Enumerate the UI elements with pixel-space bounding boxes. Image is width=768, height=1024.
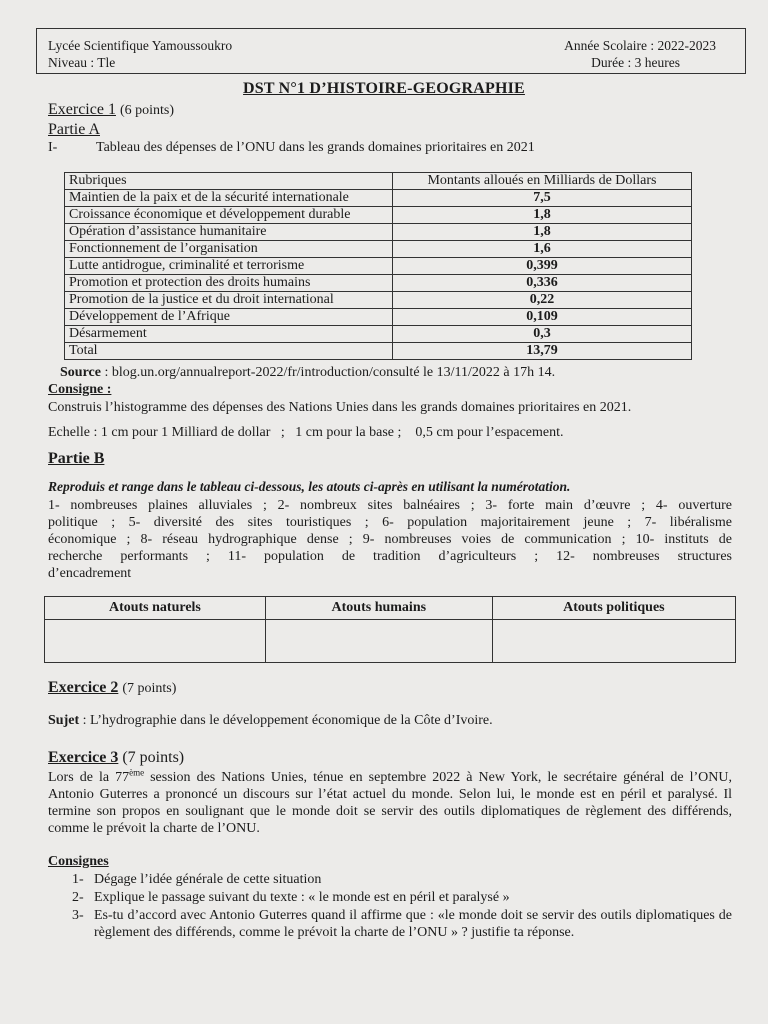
- row-value: 0,3: [393, 326, 692, 343]
- consigne-num: 3-: [72, 908, 84, 923]
- partB-title: Partie B: [48, 450, 105, 467]
- table-row: [65, 343, 692, 360]
- row-value: 0,109: [393, 309, 692, 326]
- consigne-num: 2-: [72, 890, 84, 905]
- row-label: Total: [65, 343, 393, 360]
- consigne-label: Consigne :: [48, 382, 112, 397]
- atouts-cell-politiques[interactable]: [492, 620, 735, 663]
- consigne-text: Explique le passage suivant du texte : « le monde est en péril et paralysé »: [94, 890, 510, 905]
- exercise1-points: (6 points): [119, 103, 175, 118]
- table-header-row: [65, 173, 692, 190]
- atouts-cell-naturels[interactable]: [45, 620, 266, 663]
- echelle-text: Echelle : 1 cm pour 1 Milliard de dollar ; 1 cm pour la base ; 0,5 cm pour l’espacement.: [48, 425, 564, 440]
- partB-instruction: Reproduis et range dans le tableau ci-dessous, les atouts ci-après en utilisant la numérotation.: [48, 479, 571, 494]
- table-header-montants: Montants alloués en Milliards de Dollars: [393, 173, 692, 190]
- consigne-text: Es-tu d’accord avec Antonio Guterres quand il affirme que : «le monde doit se servir des outils diplomatiques de règlement des différends, comme le prévoit la charte de l’ONU » ? justifie ta réponse.: [94, 908, 732, 940]
- para-start: Lors de la 77: [48, 770, 130, 785]
- atouts-header-politiques: Atouts politiques: [492, 597, 735, 620]
- source-line: [60, 364, 555, 381]
- partA-item-num: I-: [48, 140, 58, 155]
- row-label: Promotion et protection des droits humains: [65, 275, 393, 292]
- row-value: 1,6: [393, 241, 692, 258]
- row-label: Promotion de la justice et du droit international: [65, 292, 393, 309]
- row-value: 7,5: [393, 190, 692, 207]
- exercise3-paragraph: [48, 769, 732, 837]
- atouts-table: [44, 596, 736, 663]
- row-value: 1,8: [393, 207, 692, 224]
- atouts-line: économique ; 8- réseau hydrographique dense ; 9- nombreuses voies de communication ; 10- instituts de: [48, 532, 732, 547]
- exercise1-heading: [48, 101, 174, 119]
- para-rest: session des Nations Unies, ténue en septembre 2022 à New York, le secrétaire général de l’ONU, Antonio Guterres a prononcé un discours sur l’état actuel du monde. Selon lui, le monde est en péril et paralysé. Il termine son propos en soulignant que le monde doit se servir des outils diplomatiques de règlement des différends, comme le prévoit la charte de l’ONU.: [48, 770, 732, 836]
- row-label: Développement de l’Afrique: [65, 309, 393, 326]
- para-sup: ème: [129, 767, 145, 778]
- row-value: 0,336: [393, 275, 692, 292]
- row-label: Lutte antidrogue, criminalité et terrorisme: [65, 258, 393, 275]
- row-value: 0,22: [393, 292, 692, 309]
- table-row: [65, 275, 692, 292]
- consigne-num: 1-: [72, 872, 84, 887]
- atouts-header-humains: Atouts humains: [265, 597, 492, 620]
- sujet-line: [48, 712, 493, 729]
- atouts-line: d’encadrement: [48, 566, 132, 581]
- source-text: : blog.un.org/annualreport-2022/fr/introduction/consulté le 13/11/2022 à 17h 14.: [100, 365, 556, 380]
- exercise2-heading: [48, 679, 176, 697]
- row-label: Opération d’assistance humanitaire: [65, 224, 393, 241]
- atouts-cell-humains[interactable]: [265, 620, 492, 663]
- source-label: Source: [60, 365, 101, 380]
- sujet-text: : L’hydrographie dans le développement économique de la Côte d’Ivoire.: [79, 713, 493, 728]
- table-row: [65, 292, 692, 309]
- row-label: Désarmement: [65, 326, 393, 343]
- sujet-label: Sujet: [48, 713, 80, 728]
- atouts-list: [48, 497, 732, 582]
- consigne-item: [72, 907, 732, 959]
- consigne-text: Construis l’histogramme des dépenses des Nations Unies dans les grands domaines prioritaires en 2021.: [48, 400, 632, 415]
- consigne-item: [72, 889, 732, 906]
- table-header-rubriques: Rubriques: [65, 173, 393, 190]
- consigne-text: Dégage l’idée générale de cette situation: [94, 872, 322, 887]
- table-row: [65, 326, 692, 343]
- exercise3-points: (7 points): [122, 749, 185, 766]
- table-row: [65, 309, 692, 326]
- table-row: [65, 207, 692, 224]
- exercise2-points: (7 points): [122, 681, 177, 696]
- level: Niveau : Tle: [48, 55, 116, 70]
- atouts-line: politique ; 5- diversité des sites touristiques ; 6- population majoritairement jeune ; 7- libéralisme: [48, 515, 732, 530]
- row-label: Croissance économique et développement durable: [65, 207, 393, 224]
- consigne-item: [72, 871, 732, 888]
- table-row: [65, 190, 692, 207]
- table-row: [65, 258, 692, 275]
- atouts-line: 1- nombreuses plaines alluviales ; 2- nombreux sites balnéaires ; 3- forte main d’œuvre ; 4- ouverture: [48, 498, 732, 513]
- row-value: 1,8: [393, 224, 692, 241]
- exercise3-title: Exercice 3: [48, 749, 119, 766]
- atouts-header-naturels: Atouts naturels: [45, 597, 266, 620]
- school-name: Lycée Scientifique Yamoussoukro: [48, 38, 233, 53]
- exercise3-heading: [48, 749, 184, 767]
- atouts-line: recherche performants ; 11- population de tradition d’agriculteurs ; 12- nombreuses structures: [48, 549, 732, 564]
- exercise2-title: Exercice 2: [48, 679, 119, 696]
- row-label: Fonctionnement de l’organisation: [65, 241, 393, 258]
- school-year: Année Scolaire : 2022-2023: [564, 38, 716, 53]
- row-value: 13,79: [393, 343, 692, 360]
- partA-title: Partie A: [48, 121, 100, 138]
- table-row: [65, 241, 692, 258]
- consignes-label: Consignes: [48, 854, 109, 869]
- duration: Durée : 3 heures: [591, 55, 680, 70]
- expenses-table: [64, 172, 692, 360]
- partA-item-text: Tableau des dépenses de l’ONU dans les grands domaines prioritaires en 2021: [96, 140, 535, 155]
- exercise1-title: Exercice 1: [48, 101, 116, 118]
- row-label: Maintien de la paix et de la sécurité internationale: [65, 190, 393, 207]
- row-value: 0,399: [393, 258, 692, 275]
- page-title: DST N°1 D’HISTOIRE-GEOGRAPHIE: [243, 80, 525, 97]
- table-row: [65, 224, 692, 241]
